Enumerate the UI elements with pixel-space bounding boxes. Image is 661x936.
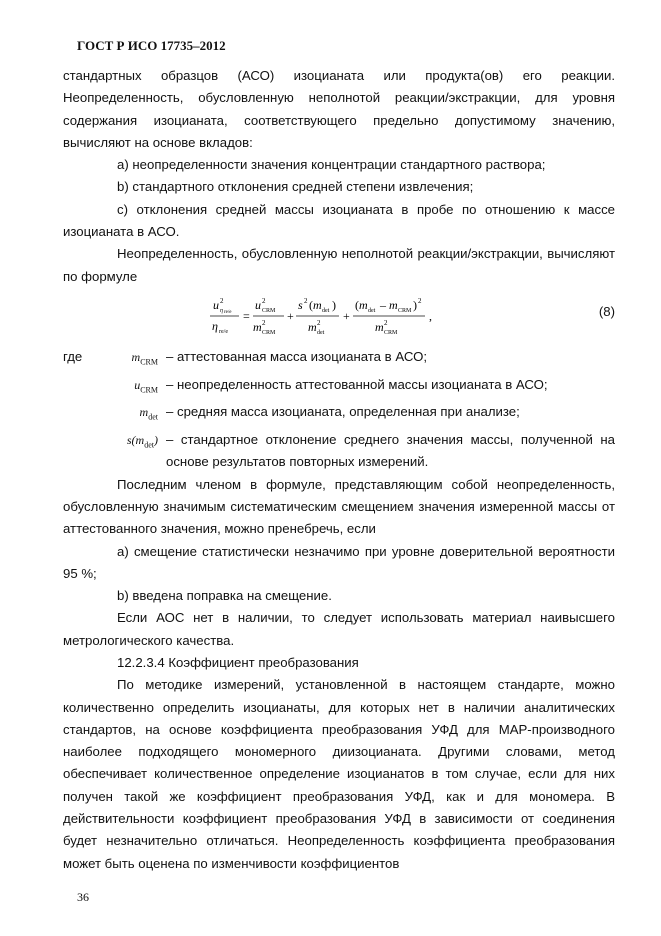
svg-text:u: u — [213, 297, 219, 312]
svg-text:m: m — [308, 319, 317, 334]
definition-text: – аттестованная масса изоцианата в АСО; — [166, 348, 428, 364]
svg-text:(: ( — [355, 297, 359, 312]
paragraph: Если АОС нет в наличии, то следует использовать материал наивысшего метрологического качества. — [63, 610, 615, 648]
paragraph: Неопределенность, обусловленную неполнотой реакции/экстракции, вычисляют по формуле — [63, 246, 615, 284]
symbol: $m_{det}$ — [139, 405, 158, 422]
svg-text:=: = — [243, 308, 250, 323]
svg-text:2: 2 — [262, 296, 266, 305]
list-item-a: а) смещение статистически незначимо при уровне доверительной вероятности 95 %; — [63, 543, 615, 581]
definition-text: – неопределенность аттестованной массы изоцианата в АСО; — [166, 376, 548, 392]
list-item-a: а) неопределенности значения концентрации стандартного раствора; — [117, 157, 546, 173]
list-item-b: b) стандартного отклонения средней степени извлечения; — [117, 179, 474, 195]
definition-row — [63, 401, 615, 429]
definition-row — [63, 429, 615, 474]
paragraph: Последним членом в формуле, представляющим собой неопределенность, обусловленную значимым систематическим смещением значения измеренной массы от аттестованного значения, можно пренебречь, если — [63, 476, 615, 537]
svg-text:(: ( — [309, 297, 313, 312]
svg-text:+: + — [287, 308, 294, 323]
svg-text:det: det — [317, 329, 325, 336]
svg-text:η: η — [220, 307, 223, 314]
definition-row — [63, 374, 615, 402]
formula-graphic — [63, 290, 483, 342]
svg-text:CRM: CRM — [384, 329, 398, 336]
svg-text:u: u — [255, 297, 261, 312]
paragraph: По методике измерений, установленной в настоящем стандарте, можно количественно определить изоцианаты, для которых нет в наличии аналитических стандартов, на основе коэффициента преобразования УФД для МАР-производного наиболее подходящего мономерного диизоцианата. Другими словами, метод обеспечивает количественное определение изоцианатов в том случае, если для них получен такой же коэффициент преобразования УФД, как и для мономера. В действительности коэффициент преобразования УФД в зависимости от соединения будет незначительно отличаться. Неопределенность коэффициента преобразования может быть оценена по изменчивости коэффициентов — [63, 677, 615, 871]
svg-text:2: 2 — [304, 296, 308, 305]
svg-text:m: m — [313, 297, 322, 312]
svg-text:+: + — [343, 308, 350, 323]
formula-8 — [63, 290, 615, 342]
svg-text:det: det — [368, 307, 376, 314]
svg-text:det: det — [322, 307, 330, 314]
svg-text:2: 2 — [317, 318, 321, 327]
symbol: $u_{CRM}$ — [134, 377, 158, 395]
section-heading: 12.2.3.4 Коэффициент преобразования — [117, 655, 359, 670]
where-label: где — [63, 348, 83, 364]
list-item-b: b) введена поправка на смещение. — [117, 588, 332, 604]
svg-text:re/e: re/e — [224, 309, 232, 315]
definition-row — [63, 346, 615, 374]
standard-code-header: ГОСТ Р ИСО 17735–2012 — [77, 38, 226, 53]
svg-text:m: m — [375, 319, 384, 334]
equation-number: (8) — [598, 303, 615, 319]
list-item-c: с) отклонения средней массы изоцианата в пробе по отношению к массе изоцианата в АСО. — [63, 201, 615, 240]
definitions-list — [63, 346, 615, 474]
document-body — [63, 65, 615, 875]
svg-text:): ) — [332, 297, 336, 312]
svg-text:CRM: CRM — [262, 307, 276, 314]
svg-text:m: m — [253, 319, 262, 334]
definition-text: – средняя масса изоцианата, определенная при анализе; — [166, 404, 520, 420]
svg-text:η: η — [212, 318, 218, 333]
svg-text:s: s — [298, 297, 303, 312]
svg-text:m: m — [389, 297, 398, 312]
svg-text:2: 2 — [418, 296, 422, 305]
svg-text:CRM: CRM — [398, 307, 412, 314]
paragraph: стандартных образцов (АСО) изоцианата или продукта(ов) его реакции. Неопределенность, обусловленную неполнотой реакции/экстракции, для уровня содержания изоцианата, соответствующего предельно допустимому значению, вычисляют на основе вкладов: — [63, 68, 615, 150]
svg-text:2: 2 — [262, 318, 266, 327]
svg-text:2: 2 — [384, 318, 388, 327]
svg-text:–: – — [380, 297, 386, 312]
svg-text:re/e: re/e — [219, 328, 228, 335]
svg-text:m: m — [359, 297, 368, 312]
symbol: $m_{CRM}$ — [131, 349, 158, 367]
svg-text:2: 2 — [220, 296, 224, 305]
svg-text:): ) — [413, 297, 417, 312]
svg-text:,: , — [429, 308, 432, 323]
svg-text:CRM: CRM — [262, 329, 276, 336]
definition-text: – стандартное отклонение среднего значения массы, полученной на основе результатов повторных измерений. — [166, 432, 615, 470]
symbol: $s(m_{det})$ — [126, 433, 158, 450]
page-number: 36 — [77, 890, 89, 904]
